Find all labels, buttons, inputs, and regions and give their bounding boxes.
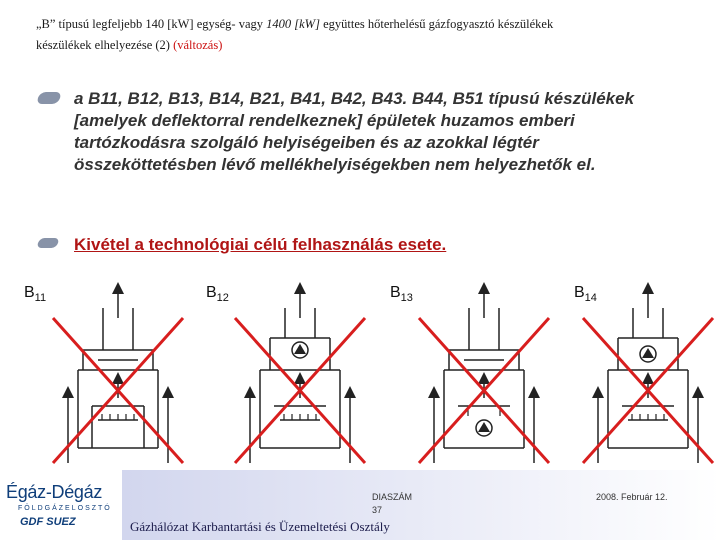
bullet-text-1: a B11, B12, B13, B14, B21, B41, B42, B43. B44, B51 típusú készülékek [amelyek deflektorral rendelkeznek] épületek huzamos emberi tartózkodásra szolgáló helyiségeiben és az azokkal légtér összeköttetésben lévő mellékhelyiségekben nem helyezhetők el. (74, 89, 635, 174)
title-part2: 1400 [kW] (266, 17, 320, 31)
footer-date: 2008. Február 12. (596, 492, 668, 502)
diagram-label-b14: $B_{14}$ (574, 284, 597, 305)
slide-number: 37 (372, 505, 383, 515)
title-line2: készülékek elhelyezése (2) (36, 38, 174, 52)
bullet-icon (36, 238, 59, 248)
company-logo-subtitle: FÖLDGÁZELOSZTÓ (18, 505, 112, 512)
title-part3: együttes hőterhelésű gázfogyasztó készülékek (319, 17, 554, 31)
appliance-diagram-b12 (230, 278, 370, 468)
slide-title (36, 14, 686, 56)
appliance-diagram-b11 (48, 278, 188, 468)
title-change: (változás) (173, 38, 223, 52)
bullet-icon (36, 92, 62, 104)
diagram-label-b11: $B_{11}$ (24, 284, 47, 305)
title-part1: „B” típusú legfeljebb 140 [kW] egység- vagy (36, 17, 267, 31)
diagram-label-b12: $B_{12}$ (206, 284, 229, 305)
diagram-label-b13: $B_{13}$ (390, 284, 413, 305)
appliance-diagram-b14 (578, 278, 718, 468)
appliance-diagram-b13 (414, 278, 554, 468)
company-logo-brand: GDF SUEZ (20, 516, 76, 528)
bullet-text-2: Kivétel a technológiai célú felhasználás esete. (74, 235, 447, 254)
company-logo: Égáz-Dégáz (6, 482, 103, 502)
footer-organization: Gázhálózat Karbantartási és Üzemeltetési Osztály (130, 519, 390, 534)
slide-number-label: DIASZÁM (372, 492, 413, 502)
